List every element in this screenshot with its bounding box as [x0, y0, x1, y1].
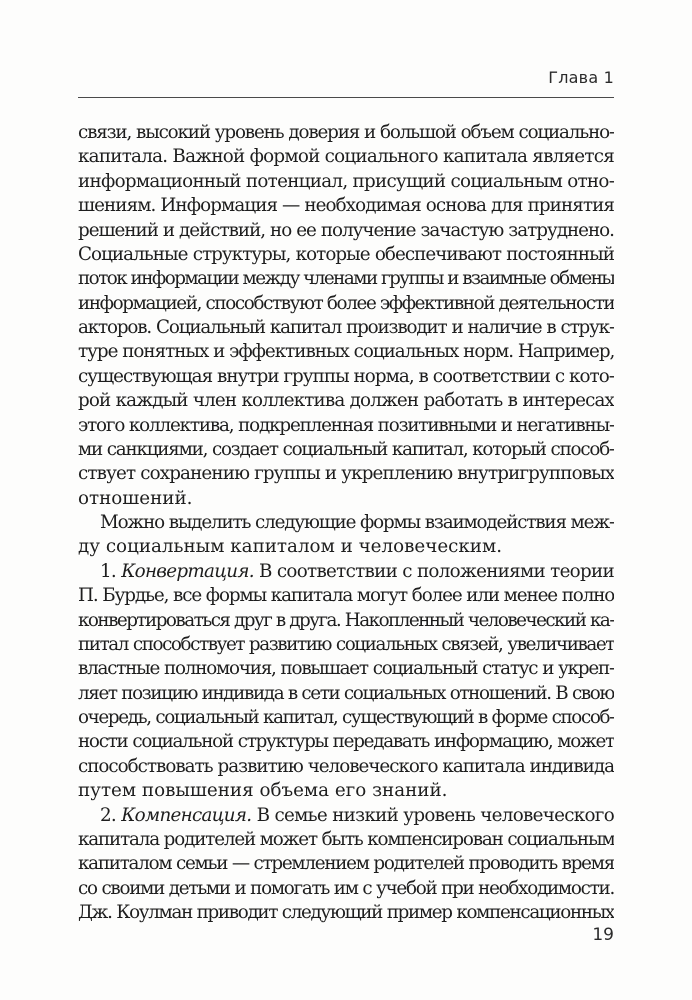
list-item-first-line — [78, 560, 614, 584]
item-number: 2. — [100, 804, 117, 826]
page-number: 19 — [592, 925, 614, 945]
item-number: 1. — [100, 560, 117, 582]
body-text — [78, 121, 614, 925]
text-line: со своими детьми и помогать им с учебой при необходимости. — [78, 877, 614, 899]
text-line: ду социальным капиталом и человеческим. — [78, 536, 503, 558]
text-line: туре понятных и эффективных социальных норм. Например, — [78, 341, 614, 363]
text-line: П. Бурдье, все формы капитала могут более или менее полно — [78, 585, 614, 607]
text-line: ми санкциями, создает социальный капитал, который способ- — [78, 438, 614, 460]
text-line: В соответствии с положениями теории — [259, 560, 614, 582]
text-line: информационный потенциал, присущий социальным отно- — [78, 170, 614, 192]
text-line: отношений. — [78, 487, 193, 509]
text-line: акторов. Социальный капитал производит и наличие в струк- — [78, 317, 614, 338]
item-term: Компенсация. — [121, 804, 252, 826]
header-rule — [78, 97, 614, 98]
list-item-first-line — [78, 804, 614, 828]
text-line: очередь, социальный капитал, существующий в форме способ- — [78, 707, 614, 728]
text-line: этого коллектива, подкрепленная позитивными и негативны- — [78, 414, 614, 436]
text-line: капитала родителей может быть компенсирован социальным — [78, 828, 614, 850]
item-term: Конвертация. — [121, 560, 254, 582]
running-head: Глава 1 — [548, 68, 614, 87]
text-line: ности социальной структуры передавать информацию, может — [78, 731, 614, 753]
text-line: поток информации между членами группы и взаимные обмены — [78, 268, 614, 290]
text-line: ляет позицию индивида в сети социальных отношений. В свою — [78, 682, 614, 704]
text-line: Дж. Коулман приводит следующий пример компенсационных — [78, 902, 614, 923]
text-line: ствует сохранению группы и укреплению внутригрупповых — [78, 463, 614, 485]
text-line: решений и действий, но ее получение зачастую затруднено. — [78, 219, 614, 241]
text-line: связи, высокий уровень доверия и большой объем социально- — [78, 122, 614, 143]
text-line: капиталом семьи — стремлением родителей проводить время — [78, 853, 614, 875]
text-line: Социальные структуры, которые обеспечивают постоянный — [78, 243, 614, 265]
text-line: информацией, способствуют более эффективной деятельности — [78, 292, 614, 314]
text-line: шениям. Информация — необходимая основа для принятия — [78, 195, 614, 217]
text-line: путем повышения объема его знаний. — [78, 780, 448, 802]
text-line: рой каждый член коллектива должен работать в интересах — [78, 390, 614, 412]
text-line: В семье низкий уровень человеческого — [256, 804, 614, 826]
text-line: питал способствует развитию социальных связей, увеличивает — [78, 633, 614, 655]
text-line: властные полномочия, повышает социальный статус и укреп- — [78, 658, 614, 680]
text-line: капитала. Важной формой социального капитала является — [78, 146, 614, 168]
text-line: способствовать развитию человеческого капитала индивида — [78, 755, 614, 777]
text-line: Можно выделить следующие формы взаимодействия меж- — [100, 512, 614, 533]
text-line: существующая внутри группы норма, в соответствии с кото- — [78, 365, 614, 387]
text-line: конвертироваться друг в друга. Накопленный человеческий ка- — [78, 609, 614, 631]
